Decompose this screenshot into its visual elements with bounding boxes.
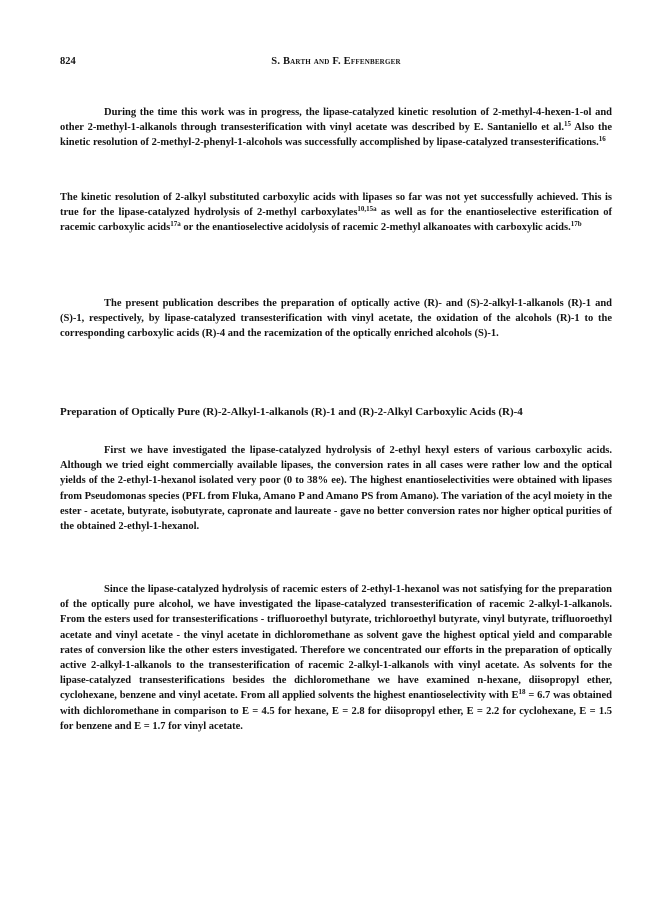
paragraph-text: Since the lipase-catalyzed hydrolysis of racemic esters of 2-ethyl-1-hexanol was not satisfying for the preparation of the optically pure alcohol, we have investigated the lipase-catalyzed transesterification of racemic 2-alkyl-1-alkanols. From the esters used for transesterifications - trifluoroethyl butyrate, trichloroethyl butyrate, vinyl butyrate, trifluoroethyl acetate and vinyl acetate - the vinyl acetate in dichloromethane as solvent gave the highest optical yield and comparable rates of conversion like the other esters investigated. Therefore we concentrated our efforts in the preparation of optically active 2-alkyl-1-alkanols to the transesterification of racemic 2-alkyl-1-alkanols with vinyl acetate. As solvents for the lipase-catalyzed transesterifications besides the dichloromethane we have examined n-hexane, diisopropyl ether, cyclohexane, benzene and vinyl acetate. From all applied solvents the highest enantioselectivity with E — [60, 584, 612, 702]
paragraph-text: as well as for the enantioselective esterification of racemic carboxylic acids — [60, 207, 612, 234]
reference-superscript: 10,15a — [357, 205, 377, 214]
page-number: 824 — [60, 56, 76, 67]
paragraph-text: = 6.7 was obtained with dichloromethane in comparison to E = 4.5 for hexane, E = 2.8 for diisopropyl ether, E = 2.2 for cyclohexane, E = 1.5 for benzene and E = 1.7 for vinyl acetate. — [60, 690, 612, 732]
paragraph-kinetic-resolution — [60, 190, 612, 236]
paragraph-present-publication — [60, 296, 612, 342]
paragraph-intro-santaniello — [60, 105, 612, 151]
paragraph-text: or the enantioselective acidolysis of racemic 2-methyl alkanoates with carboxylic acids. — [180, 222, 571, 234]
running-head-authors: S. Barth and F. Effenberger — [271, 56, 401, 67]
paragraph-hydrolysis — [60, 443, 612, 534]
paragraph-text: The kinetic resolution of 2-alkyl substituted carboxylic acids with lipases so far was not yet successfully achieved. This is true for the lipase-catalyzed hydrolysis of 2-methyl carboxylates — [60, 192, 612, 219]
paragraph-text: Also the kinetic resolution of 2-methyl-2-phenyl-1-alcohols was successfully accomplished by lipase-catalyzed transesterifications. — [60, 122, 612, 149]
reference-superscript: 17a — [170, 220, 181, 229]
section-heading: Preparation of Optically Pure (R)-2-Alkyl-1-alkanols (R)-1 and (R)-2-Alkyl Carboxylic Acids (R)-4 — [60, 406, 523, 418]
paragraph-text: During the time this work was in progress, the lipase-catalyzed kinetic resolution of 2-methyl-4-hexen-1-ol and other 2-methyl-1-alkanols through transesterification with vinyl acetate was described by E. Santaniello et al. — [60, 107, 612, 134]
paragraph-text: The present publication describes the preparation of optically active (R)- and (S)-2-alkyl-1-alkanols (R)-1 and (S)-1, respectively, by lipase-catalyzed transesterification with vinyl acetate, the oxidation of the alcohols (R)-1 to the corresponding carboxylic acids (R)-4 and the racemization of the optically enriched alcohols (S)-1. — [60, 298, 612, 340]
paragraph-transesterification — [60, 582, 612, 734]
running-head — [60, 56, 612, 72]
reference-superscript: 18 — [518, 688, 526, 697]
reference-superscript: 15 — [564, 120, 572, 129]
reference-superscript: 17b — [570, 220, 582, 229]
reference-superscript: 16 — [598, 135, 606, 144]
paragraph-text: First we have investigated the lipase-catalyzed hydrolysis of 2-ethyl hexyl esters of various carboxylic acids. Although we tried eight commercially available lipases, the conversion rates in all cases were rather low and the optical yields of the 2-ethyl-1-hexanol isolated very poor (0 to 38% ee). The highest enantioselectivities were obtained with lipases from Pseudomonas species (PFL from Fluka, Amano P and Amano PS from Amano). The variation of the acyl moiety in the ester - acetate, butyrate, isobutyrate, capronate and laureate - gave no better conversion rates nor higher optical purities of the obtained 2-ethyl-1-hexanol. — [60, 445, 612, 533]
